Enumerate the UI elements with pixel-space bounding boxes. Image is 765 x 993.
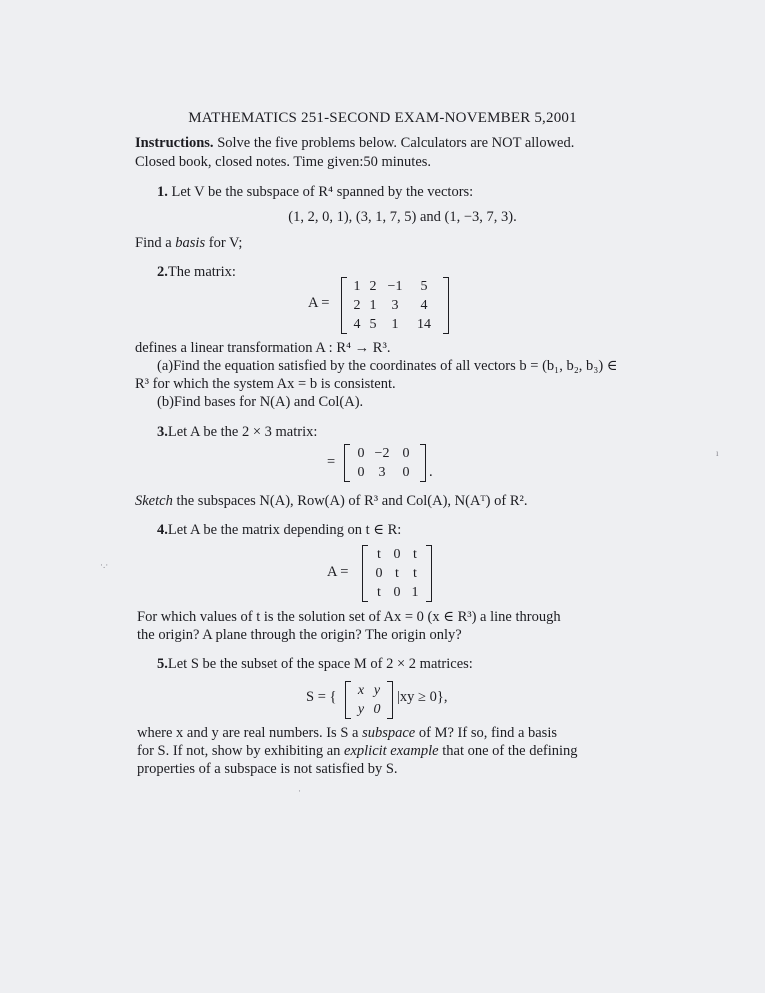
exam-title: MATHEMATICS 251-SECOND EXAM-NOVEMBER 5,2001 bbox=[188, 110, 577, 126]
matrix-cell: 0 bbox=[393, 546, 401, 562]
matrix-bracket-left bbox=[341, 277, 347, 334]
problem3-matrix-period: . bbox=[429, 464, 433, 480]
problem5-line2-a: for S. If not, show by exhibiting an bbox=[137, 743, 345, 759]
matrix-cell: t bbox=[413, 546, 417, 562]
matrix-row bbox=[353, 681, 385, 700]
matrix-bracket-right bbox=[443, 277, 449, 334]
matrix-cell: 5 bbox=[420, 278, 428, 294]
problem2-line1: defines a linear transformation A : R⁴ → R³. bbox=[135, 340, 391, 356]
matrix-cell: 0 bbox=[402, 445, 410, 461]
problem4-line1: For which values of t is the solution set of Ax = 0 (x ∈ R³) a line through bbox=[137, 609, 561, 625]
matrix-row bbox=[349, 315, 441, 334]
problem1-intro: Let V be the subspace of R⁴ spanned by the vectors: bbox=[171, 184, 474, 200]
problem1-task-suffix: for V; bbox=[205, 235, 243, 251]
problem3-intro-line bbox=[157, 423, 317, 442]
matrix-cell: y bbox=[373, 682, 381, 698]
problem5-line1-a: where x and y are real numbers. Is S a bbox=[137, 725, 363, 741]
problem1-task bbox=[135, 234, 242, 253]
matrix-cell: 4 bbox=[353, 316, 361, 332]
problem2-matrix bbox=[341, 277, 449, 334]
matrix-cell: 0 bbox=[357, 464, 365, 480]
problem5-set-prefix: S = { bbox=[306, 689, 337, 705]
problem3-intro: Let A be the 2 × 3 matrix: bbox=[167, 424, 318, 440]
problem4-intro-line bbox=[157, 521, 401, 540]
matrix-cell: 0 bbox=[373, 701, 381, 717]
matrix-row bbox=[349, 277, 441, 296]
matrix-entries bbox=[349, 277, 441, 334]
matrix-cell: t bbox=[413, 565, 417, 581]
problem5-line3: properties of a subspace is not satisfied by S. bbox=[137, 761, 398, 777]
problem3-task-text: the subspaces N(A), Row(A) of R³ and Col(A), N(Aᵀ) of R². bbox=[172, 493, 528, 509]
matrix-row bbox=[352, 444, 418, 463]
matrix-cell: 2 bbox=[353, 297, 361, 313]
scan-speck: ·.· bbox=[100, 560, 109, 570]
matrix-cell: 0 bbox=[402, 464, 410, 480]
matrix-cell: 0 bbox=[375, 565, 383, 581]
matrix-cell: 4 bbox=[420, 297, 428, 313]
instructions-line1: Solve the five problems below. Calculators are NOT allowed. bbox=[217, 135, 575, 151]
matrix-cell: t bbox=[377, 584, 381, 600]
problem1-intro-line bbox=[157, 183, 473, 202]
matrix-cell: 1 bbox=[353, 278, 361, 294]
problem1-vectors: (1, 2, 0, 1), (3, 1, 7, 5) and (1, −3, 7, 3). bbox=[288, 209, 517, 225]
problem5-line2-em: explicit example bbox=[344, 743, 439, 759]
problem3-matrix bbox=[344, 444, 426, 482]
matrix-cell: 3 bbox=[391, 297, 399, 313]
matrix-bracket-right bbox=[420, 444, 426, 482]
instructions-block bbox=[135, 134, 635, 172]
matrix-cell: 5 bbox=[369, 316, 377, 332]
matrix-cell: 0 bbox=[393, 584, 401, 600]
problem4-intro: Let A be the matrix depending on t ∈ R: bbox=[167, 522, 402, 538]
matrix-cell: y bbox=[357, 701, 365, 717]
problem4-number: 4. bbox=[157, 522, 168, 538]
matrix-entries bbox=[353, 681, 385, 719]
scan-speck: ı bbox=[716, 448, 719, 458]
problem5-line1-em: subspace bbox=[362, 725, 416, 741]
problem2-intro-line bbox=[157, 263, 236, 282]
problem3-matrix-label: = bbox=[327, 454, 336, 470]
problem5-line1-b: of M? If so, find a basis bbox=[415, 725, 558, 741]
problem3-number: 3. bbox=[157, 424, 168, 440]
problem5-number: 5. bbox=[157, 656, 168, 672]
matrix-cell: t bbox=[377, 546, 381, 562]
problem1-number: 1. bbox=[157, 184, 168, 200]
matrix-entries bbox=[352, 444, 418, 482]
matrix-cell: 2 bbox=[369, 278, 377, 294]
matrix-row bbox=[370, 583, 424, 602]
problem2-part-a-2: R³ for which the system Ax = b is consistent. bbox=[135, 376, 396, 392]
matrix-cell: −1 bbox=[387, 278, 403, 294]
instructions-line2: Closed book, closed notes. Time given:50 minutes. bbox=[135, 154, 432, 170]
problem5-matrix bbox=[345, 681, 393, 719]
matrix-row bbox=[352, 463, 418, 482]
matrix-cell: 1 bbox=[411, 584, 419, 600]
matrix-bracket-left bbox=[344, 444, 350, 482]
problem3-task-em: Sketch bbox=[135, 493, 173, 509]
matrix-bracket-left bbox=[345, 681, 351, 719]
matrix-row bbox=[370, 545, 424, 564]
matrix-cell: x bbox=[357, 682, 365, 698]
matrix-cell: 14 bbox=[417, 316, 431, 332]
problem5-line1 bbox=[137, 724, 557, 743]
matrix-cell: t bbox=[395, 565, 399, 581]
problem5-intro-line bbox=[157, 655, 473, 674]
instructions-label: Instructions. bbox=[135, 135, 214, 151]
problem5-set-suffix: |xy ≥ 0}, bbox=[397, 689, 448, 705]
problem2-matrix-label: A = bbox=[308, 295, 330, 311]
problem1-task-em: basis bbox=[175, 235, 206, 251]
matrix-cell: 0 bbox=[357, 445, 365, 461]
problem3-task bbox=[135, 492, 527, 511]
problem4-matrix bbox=[362, 545, 432, 602]
matrix-cell: 3 bbox=[378, 464, 386, 480]
problem2-intro: The matrix: bbox=[167, 264, 236, 280]
matrix-cell: 1 bbox=[391, 316, 399, 332]
matrix-bracket-right bbox=[426, 545, 432, 602]
problem1-task-prefix: Find a bbox=[135, 235, 176, 251]
problem4-matrix-label: A = bbox=[327, 564, 349, 580]
problem5-line2-b: that one of the defining bbox=[438, 743, 578, 759]
matrix-cell: 1 bbox=[369, 297, 377, 313]
matrix-cell: −2 bbox=[374, 445, 390, 461]
matrix-row bbox=[353, 700, 385, 719]
scan-speck: · bbox=[298, 786, 301, 796]
problem5-intro: Let S be the subset of the space M of 2 × 2 matrices: bbox=[167, 656, 473, 672]
matrix-row bbox=[349, 296, 441, 315]
matrix-bracket-right bbox=[387, 681, 393, 719]
problem2-number: 2. bbox=[157, 264, 168, 280]
matrix-row bbox=[370, 564, 424, 583]
problem2-part-b: (b)Find bases for N(A) and Col(A). bbox=[157, 394, 364, 410]
problem2-part-a-1: (a)Find the equation satisfied by the coordinates of all vectors b = (b₁, b₂, b₃) ∈ bbox=[157, 358, 618, 374]
problem5-line2 bbox=[137, 742, 578, 761]
matrix-entries bbox=[370, 545, 424, 602]
matrix-bracket-left bbox=[362, 545, 368, 602]
problem4-line2: the origin? A plane through the origin? The origin only? bbox=[137, 627, 462, 643]
